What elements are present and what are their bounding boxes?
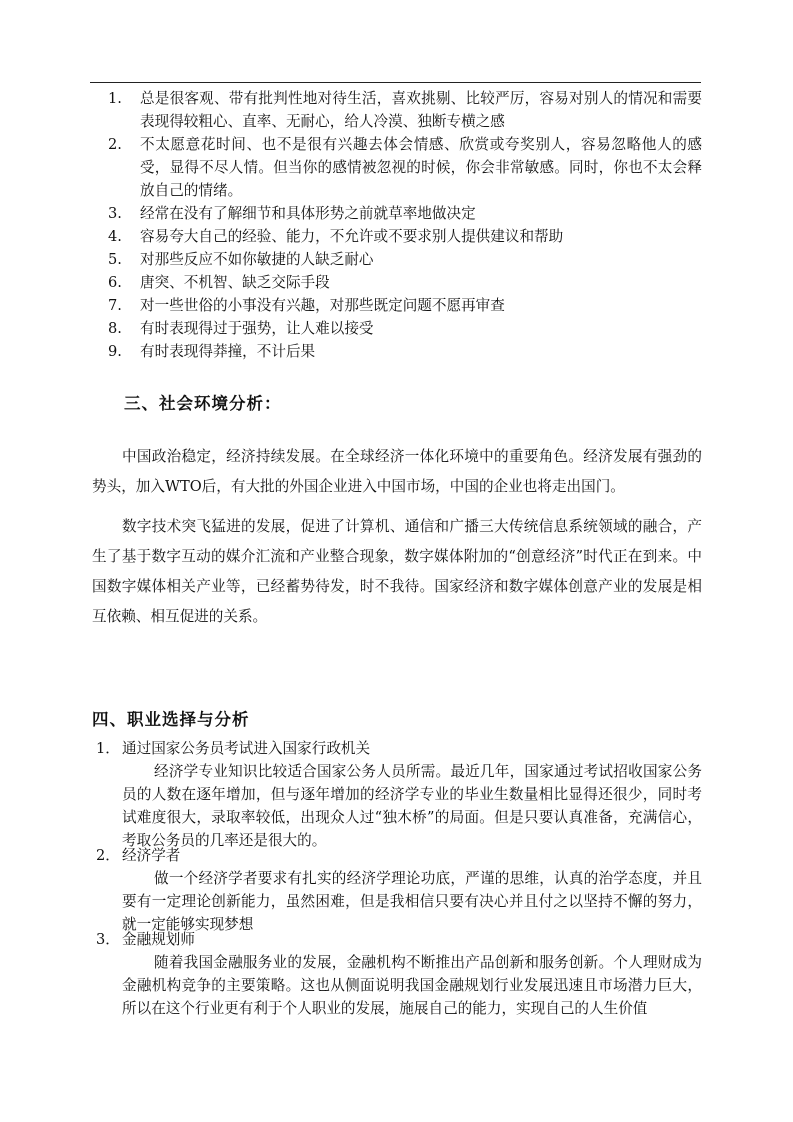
paragraph: 数字技术突飞猛进的发展，促进了计算机、通信和广播三大传统信息系统领域的融合，产生了基于数字互动的媒介汇流和产业整合现象，数字媒体附加的“创意经济”时代正在到来。中国数字媒体相关产业等，已经蓄势待发，时不我待。国家经济和数字媒体创意产业的发展是相互依赖、相互促进的关系。 [92, 518, 702, 625]
list-item-number: 5. [108, 251, 122, 268]
career-title: 金融规划师 [122, 931, 195, 948]
career-item [96, 928, 702, 1020]
list-item [108, 87, 702, 133]
weakness-list [108, 87, 702, 363]
list-item [108, 317, 702, 340]
list-item [108, 133, 702, 202]
list-item-text: 唐突、不机智、缺乏交际手段 [140, 274, 330, 291]
list-item [108, 225, 702, 248]
list-item-text: 有时表现得过于强势，让人难以接受 [140, 320, 374, 337]
list-item-text: 有时表现得莽撞，不计后果 [140, 343, 316, 360]
list-item-number: 4. [108, 228, 122, 245]
list-item [108, 340, 702, 363]
header-rule [90, 82, 701, 83]
list-item-number: 1. [108, 90, 122, 107]
list-item-number: 6. [108, 274, 122, 291]
career-number: 1． [96, 740, 120, 757]
section-heading-career-choice: 四、职业选择与分析 [92, 710, 250, 729]
list-item-number: 7. [108, 297, 122, 314]
list-item [108, 271, 702, 294]
list-item-text: 对那些反应不如你敏捷的人缺乏耐心 [140, 251, 374, 268]
career-item [96, 844, 702, 936]
list-item-text: 容易夸大自己的经验、能力，不允许或不要求别人提供建议和帮助 [140, 228, 564, 245]
list-item [108, 202, 702, 225]
list-item-text: 总是很客观、带有批判性地对待生活，喜欢挑剔、比较严厉，容易对别人的情况和需要表现得较粗心、直率、无耐心，给人冷漠、独断专横之感 [140, 90, 702, 130]
paragraph: 中国政治稳定，经济持续发展。在全球经济一体化环境中的重要角色。经济发展有强劲的势头，加入WTO后，有大批的外国企业进入中国市场，中国的企业也将走出国门。 [92, 448, 702, 495]
list-item-number: 8. [108, 320, 122, 337]
section-heading-social-environment: 三、社会环境分析： [124, 394, 282, 413]
list-item [108, 294, 702, 317]
career-number: 3． [96, 931, 120, 948]
list-item-text: 经常在没有了解细节和具体形势之前就草率地做决定 [140, 205, 476, 222]
career-title: 经济学者 [122, 847, 181, 864]
career-description: 随着我国金融服务业的发展，金融机构不断推出产品创新和服务创新。个人理财成为金融机构竞争的主要策略。这也从侧面说明我国金融规划行业发展迅速且市场潜力巨大，所以在这个行业更有利于个人职业的发展，施展自己的能力，实现自己的人生价值 [122, 954, 702, 1017]
list-item-text: 对一些世俗的小事没有兴趣，对那些既定问题不愿再审查 [140, 297, 505, 314]
list-item-text: 不太愿意花时间、也不是很有兴趣去体会情感、欣赏或夸奖别人，容易忽略他人的感受，显得不尽人情。但当你的感情被忽视的时候，你会非常敏感。同时，你也不太会释放自己的情绪。 [140, 136, 702, 199]
career-description: 做一个经济学者要求有扎实的经济学理论功底，严谨的思维，认真的治学态度，并且要有一定理论创新能力，虽然困难，但是我相信只要有决心并且付之以坚持不懈的努力，就一定能够实现梦想 [122, 870, 702, 933]
list-item [108, 248, 702, 271]
list-item-number: 9. [108, 343, 122, 360]
list-item-number: 3. [108, 205, 122, 222]
career-title: 通过国家公务员考试进入国家行政机关 [122, 740, 371, 757]
career-description: 经济学专业知识比较适合国家公务人员所需。最近几年，国家通过考试招收国家公务员的人数在逐年增加，但与逐年增加的经济学专业的毕业生数量相比显得还很少，同时考试难度很大，录取率较低，出现众人过“独木桥”的局面。但是只要认真准备，充满信心，考取公务员的几率还是很大的。 [122, 763, 702, 849]
career-number: 2． [96, 847, 120, 864]
list-item-number: 2. [108, 136, 122, 153]
career-item [96, 737, 702, 852]
